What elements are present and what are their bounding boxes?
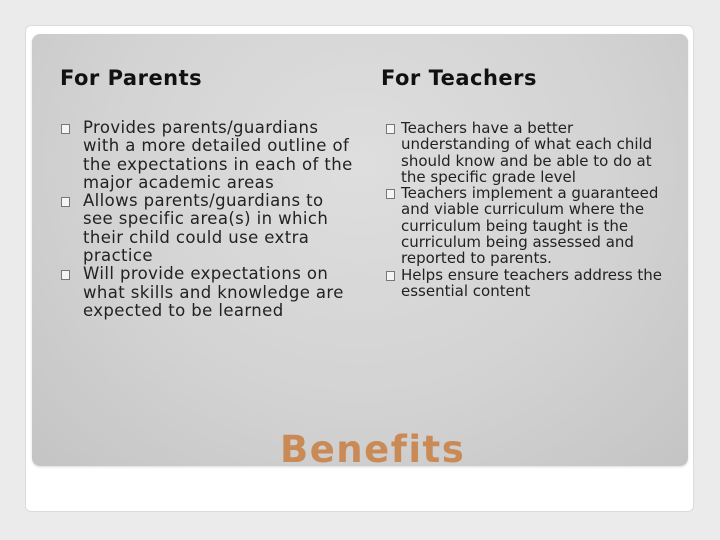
square-bullet-icon xyxy=(386,124,395,134)
square-bullet-icon xyxy=(61,197,70,207)
teachers-heading: For Teachers xyxy=(381,66,538,90)
slide-title: Benefits xyxy=(280,428,466,471)
list-item xyxy=(401,185,671,266)
list-item-text: Allows parents/guardians to see specific area(s) in which their child could use extra practice xyxy=(83,191,329,266)
list-item-text: Helps ensure teachers address the essential content xyxy=(401,265,663,300)
square-bullet-icon xyxy=(61,124,70,134)
list-item-text: Teachers implement a guaranteed and viable curriculum where the curriculum being taught is the curriculum being assessed and reported to parents. xyxy=(401,184,659,268)
parents-heading: For Parents xyxy=(60,66,203,90)
square-bullet-icon xyxy=(61,270,70,280)
parents-bullet-list xyxy=(83,119,358,320)
list-item-text: Provides parents/guardians with a more detailed outline of the expectations in each of the major academic areas xyxy=(83,118,353,192)
list-item-text: Teachers have a better understanding of what each child should know and be able to do at the specific grade level xyxy=(401,119,653,186)
list-item xyxy=(401,120,671,185)
teachers-bullet-list xyxy=(401,120,671,299)
list-item xyxy=(83,119,358,192)
list-item-text: Will provide expectations on what skills and knowledge are expected to be learned xyxy=(83,264,344,320)
square-bullet-icon xyxy=(386,271,395,281)
list-item xyxy=(83,192,358,265)
list-item xyxy=(401,267,671,300)
square-bullet-icon xyxy=(386,189,395,199)
list-item xyxy=(83,265,358,320)
